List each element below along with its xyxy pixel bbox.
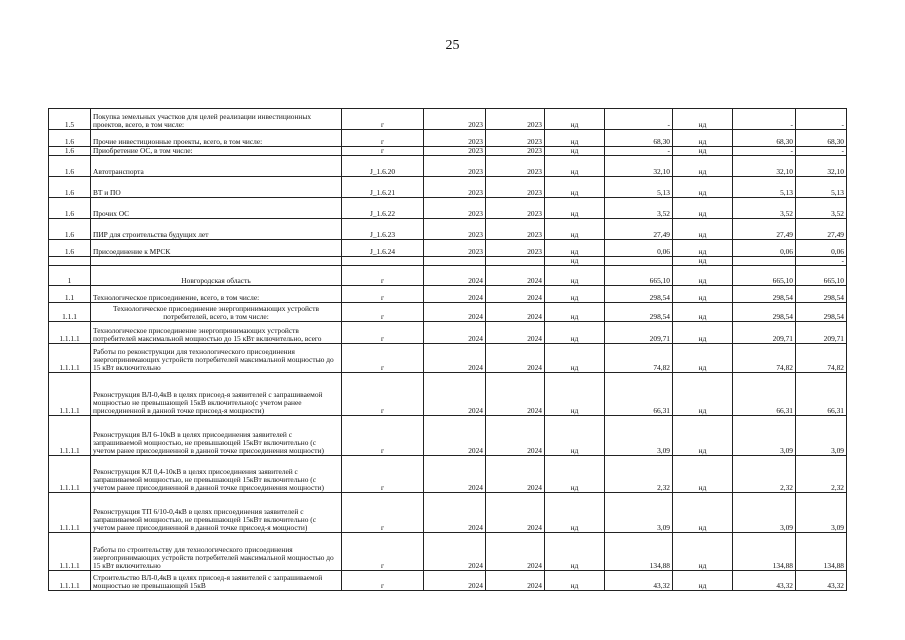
row-name: Технологическое присоединение энергопринимающих устройств потребителей, всего, в том числе: (91, 303, 342, 322)
row-number (49, 257, 91, 266)
row-name: Реконструкция КЛ 0,4-10кВ в целях присоединения заявителей с запрашиваемой мощностью, не превышающей 15кВт включительно (с учетом ранее присоединенной в данной точке присоединения мощности) (91, 456, 342, 493)
year-start: 2024 (424, 493, 486, 533)
row-number: 1.1.1 (49, 303, 91, 322)
col-7: нд (673, 240, 733, 257)
row-code: J_1.6.20 (342, 156, 424, 177)
row-number: 1.5 (49, 109, 91, 130)
row-name: Новгородская область (91, 266, 342, 286)
col-7: нд (673, 257, 733, 266)
col-8: 665,10 (733, 266, 796, 286)
year-start: 2023 (424, 198, 486, 219)
col-8: 3,09 (733, 493, 796, 533)
col-7: нд (673, 533, 733, 571)
year-end: 2024 (486, 493, 545, 533)
col-5: нд (545, 156, 605, 177)
row-name: ПИР для строительства будущих лет (91, 219, 342, 240)
row-code: г (342, 322, 424, 344)
row-code: J_1.6.23 (342, 219, 424, 240)
col-8: 5,13 (733, 177, 796, 198)
col-7: нд (673, 198, 733, 219)
col-7: нд (673, 266, 733, 286)
row-number: 1.6 (49, 219, 91, 240)
year-start: 2023 (424, 147, 486, 156)
col-5: нд (545, 493, 605, 533)
col-5: нд (545, 130, 605, 147)
col-6: 2,32 (605, 456, 673, 493)
year-end (486, 257, 545, 266)
table-row (49, 130, 847, 147)
col-6: 3,09 (605, 493, 673, 533)
col-7: нд (673, 130, 733, 147)
col-9: 0,06 (796, 240, 847, 257)
col-7: нд (673, 177, 733, 198)
row-code: г (342, 130, 424, 147)
row-code: J_1.6.22 (342, 198, 424, 219)
year-start: 2024 (424, 322, 486, 344)
table-row (49, 322, 847, 344)
row-code: г (342, 533, 424, 571)
col-6: 209,71 (605, 322, 673, 344)
year-end: 2024 (486, 456, 545, 493)
row-name: Реконструкция ТП 6/10-0,4кВ в целях присоединения заявителей с запрашиваемой мощностью, не превышающей 15кВт включительно (с учетом ранее присоединенной в данной точке присоед-я мощности) (91, 493, 342, 533)
row-name: Прочих ОС (91, 198, 342, 219)
table-row (49, 257, 847, 266)
col-5: нд (545, 571, 605, 591)
col-6 (605, 257, 673, 266)
col-9: 3,09 (796, 493, 847, 533)
year-end: 2023 (486, 109, 545, 130)
col-8: 32,10 (733, 156, 796, 177)
row-code: J_1.6.24 (342, 240, 424, 257)
col-7: нд (673, 147, 733, 156)
row-number: 1.6 (49, 130, 91, 147)
col-5: нд (545, 373, 605, 416)
col-8: 74,82 (733, 344, 796, 373)
row-name: Работы по строительству для технологического присоединения энергопринимающих устройств потребителей максимальной мощностью до 15 кВт включительно (91, 533, 342, 571)
col-7: нд (673, 156, 733, 177)
col-8: 209,71 (733, 322, 796, 344)
col-9: 27,49 (796, 219, 847, 240)
col-7: нд (673, 109, 733, 130)
row-name: Реконструкция ВЛ-0,4кВ в целях присоед-я заявителей с запрашиваемой мощностью не превышающей 15кВ включительно(с учетом ранее присоединенной в данной точке присоед-я мощности) (91, 373, 342, 416)
table-row (49, 219, 847, 240)
row-number: 1.6 (49, 156, 91, 177)
year-start: 2023 (424, 219, 486, 240)
col-9: - (796, 257, 847, 266)
col-7: нд (673, 571, 733, 591)
col-9: 3,52 (796, 198, 847, 219)
col-6: 298,54 (605, 286, 673, 303)
col-8: 66,31 (733, 373, 796, 416)
col-9: 3,09 (796, 416, 847, 456)
year-end: 2023 (486, 198, 545, 219)
col-9: 298,54 (796, 303, 847, 322)
col-5: нд (545, 257, 605, 266)
col-6: 3,09 (605, 416, 673, 456)
col-7: нд (673, 493, 733, 533)
row-name: Покупка земельных участков для целей реализации инвестиционных проектов, всего, в том числе: (91, 109, 342, 130)
year-start: 2023 (424, 156, 486, 177)
year-start: 2023 (424, 109, 486, 130)
row-code: г (342, 147, 424, 156)
col-9: - (796, 109, 847, 130)
col-6: 27,49 (605, 219, 673, 240)
table-row (49, 147, 847, 156)
row-name: Технологическое присоединение энергопринимающих устройств потребителей максимальной мощностью до 15 кВт включительно, всего (91, 322, 342, 344)
year-end: 2023 (486, 147, 545, 156)
year-end: 2023 (486, 240, 545, 257)
year-start: 2024 (424, 373, 486, 416)
row-number: 1.1.1.1 (49, 493, 91, 533)
year-start: 2023 (424, 130, 486, 147)
col-7: нд (673, 373, 733, 416)
col-9: 209,71 (796, 322, 847, 344)
year-start: 2023 (424, 240, 486, 257)
year-start: 2024 (424, 303, 486, 322)
year-start: 2024 (424, 571, 486, 591)
col-7: нд (673, 344, 733, 373)
row-number: 1.1.1.1 (49, 416, 91, 456)
table-body (49, 109, 847, 591)
col-8: 2,32 (733, 456, 796, 493)
year-start: 2024 (424, 266, 486, 286)
row-number: 1.1.1.1 (49, 533, 91, 571)
table-row (49, 286, 847, 303)
year-end: 2024 (486, 266, 545, 286)
col-6: 3,52 (605, 198, 673, 219)
col-8: 27,49 (733, 219, 796, 240)
col-8: - (733, 147, 796, 156)
col-6: 32,10 (605, 156, 673, 177)
row-name (91, 257, 342, 266)
col-6: - (605, 109, 673, 130)
year-start: 2024 (424, 344, 486, 373)
year-end: 2024 (486, 533, 545, 571)
col-8: 3,09 (733, 416, 796, 456)
table-row (49, 156, 847, 177)
row-code: г (342, 373, 424, 416)
row-code: J_1.6.21 (342, 177, 424, 198)
row-number: 1.6 (49, 177, 91, 198)
year-start: 2024 (424, 286, 486, 303)
col-7: нд (673, 322, 733, 344)
col-5: нд (545, 177, 605, 198)
table-row (49, 240, 847, 257)
row-code: г (342, 493, 424, 533)
row-code (342, 257, 424, 266)
row-name: Технологическое присоединение, всего, в том числе: (91, 286, 342, 303)
year-end: 2023 (486, 177, 545, 198)
table-row (49, 416, 847, 456)
col-8 (733, 257, 796, 266)
row-number: 1.1.1.1 (49, 373, 91, 416)
year-end: 2024 (486, 344, 545, 373)
col-8: - (733, 109, 796, 130)
row-number: 1.6 (49, 198, 91, 219)
row-code: г (342, 286, 424, 303)
row-code: г (342, 416, 424, 456)
row-name: Присоединение к МРСК (91, 240, 342, 257)
col-6: 68,30 (605, 130, 673, 147)
row-number: 1.1.1.1 (49, 571, 91, 591)
year-end: 2024 (486, 416, 545, 456)
investment-table (48, 108, 847, 591)
table-row (49, 571, 847, 591)
col-9: 2,32 (796, 456, 847, 493)
col-5: нд (545, 219, 605, 240)
row-number: 1 (49, 266, 91, 286)
col-7: нд (673, 219, 733, 240)
row-name: Работы по реконструкции для технологического присоединения энергопринимающих устройств потребителей максимальной мощностью до 15 кВт включительно (91, 344, 342, 373)
row-code: г (342, 571, 424, 591)
row-number: 1.1.1.1 (49, 456, 91, 493)
row-name: Прочие инвестиционные проекты, всего, в том числе: (91, 130, 342, 147)
row-number: 1.6 (49, 240, 91, 257)
col-8: 298,54 (733, 303, 796, 322)
col-6: 66,31 (605, 373, 673, 416)
col-9: 32,10 (796, 156, 847, 177)
row-name: Реконструкция ВЛ 6-10кВ в целях присоединения заявителей с запрашиваемой мощностью, не превышающей 15кВт включительно (с учетом ранее присоединенной в данной точке присоединения мощности) (91, 416, 342, 456)
col-5: нд (545, 198, 605, 219)
page-number: 25 (445, 38, 460, 53)
table-row (49, 198, 847, 219)
col-5: нд (545, 286, 605, 303)
year-start: 2024 (424, 456, 486, 493)
col-5: нд (545, 416, 605, 456)
col-8: 0,06 (733, 240, 796, 257)
col-7: нд (673, 286, 733, 303)
table-row (49, 344, 847, 373)
col-9: 43,32 (796, 571, 847, 591)
row-name: Строительство ВЛ-0,4кВ в целях присоед-я заявителей с запрашиваемой мощностью не превышающей 15кВ (91, 571, 342, 591)
table-row (49, 177, 847, 198)
col-7: нд (673, 303, 733, 322)
col-9: 66,31 (796, 373, 847, 416)
col-8: 3,52 (733, 198, 796, 219)
year-end: 2024 (486, 322, 545, 344)
col-6: 665,10 (605, 266, 673, 286)
row-name: ВТ и ПО (91, 177, 342, 198)
col-7: нд (673, 456, 733, 493)
col-9: 68,30 (796, 130, 847, 147)
row-code: г (342, 456, 424, 493)
col-9: 74,82 (796, 344, 847, 373)
year-start: 2024 (424, 416, 486, 456)
year-start: 2024 (424, 533, 486, 571)
row-number: 1.6 (49, 147, 91, 156)
year-end: 2024 (486, 571, 545, 591)
col-8: 68,30 (733, 130, 796, 147)
col-9: - (796, 147, 847, 156)
col-5: нд (545, 344, 605, 373)
col-6: 74,82 (605, 344, 673, 373)
table-row (49, 493, 847, 533)
col-6: 43,32 (605, 571, 673, 591)
table-row (49, 533, 847, 571)
table-row (49, 109, 847, 130)
col-5: нд (545, 240, 605, 257)
year-start (424, 257, 486, 266)
col-5: нд (545, 456, 605, 493)
row-code: г (342, 303, 424, 322)
col-5: нд (545, 303, 605, 322)
col-5: нд (545, 109, 605, 130)
col-7: нд (673, 416, 733, 456)
table-row (49, 266, 847, 286)
year-end: 2023 (486, 219, 545, 240)
year-end: 2024 (486, 303, 545, 322)
row-code: г (342, 266, 424, 286)
row-number: 1.1.1.1 (49, 322, 91, 344)
col-8: 298,54 (733, 286, 796, 303)
year-end: 2024 (486, 373, 545, 416)
row-number: 1.1.1.1 (49, 344, 91, 373)
col-6: - (605, 147, 673, 156)
col-9: 665,10 (796, 266, 847, 286)
row-name: Приобретение ОС, в том числе: (91, 147, 342, 156)
row-code: г (342, 109, 424, 130)
col-8: 43,32 (733, 571, 796, 591)
row-name: Автотранспорта (91, 156, 342, 177)
table-row (49, 373, 847, 416)
year-end: 2023 (486, 156, 545, 177)
row-code: г (342, 344, 424, 373)
row-number: 1.1 (49, 286, 91, 303)
col-9: 5,13 (796, 177, 847, 198)
col-5: нд (545, 533, 605, 571)
year-end: 2023 (486, 130, 545, 147)
col-9: 134,88 (796, 533, 847, 571)
col-6: 298,54 (605, 303, 673, 322)
col-6: 0,06 (605, 240, 673, 257)
col-5: нд (545, 266, 605, 286)
table-row (49, 456, 847, 493)
col-6: 5,13 (605, 177, 673, 198)
col-8: 134,88 (733, 533, 796, 571)
table-row (49, 303, 847, 322)
col-5: нд (545, 147, 605, 156)
col-9: 298,54 (796, 286, 847, 303)
col-5: нд (545, 322, 605, 344)
year-start: 2023 (424, 177, 486, 198)
col-6: 134,88 (605, 533, 673, 571)
year-end: 2024 (486, 286, 545, 303)
